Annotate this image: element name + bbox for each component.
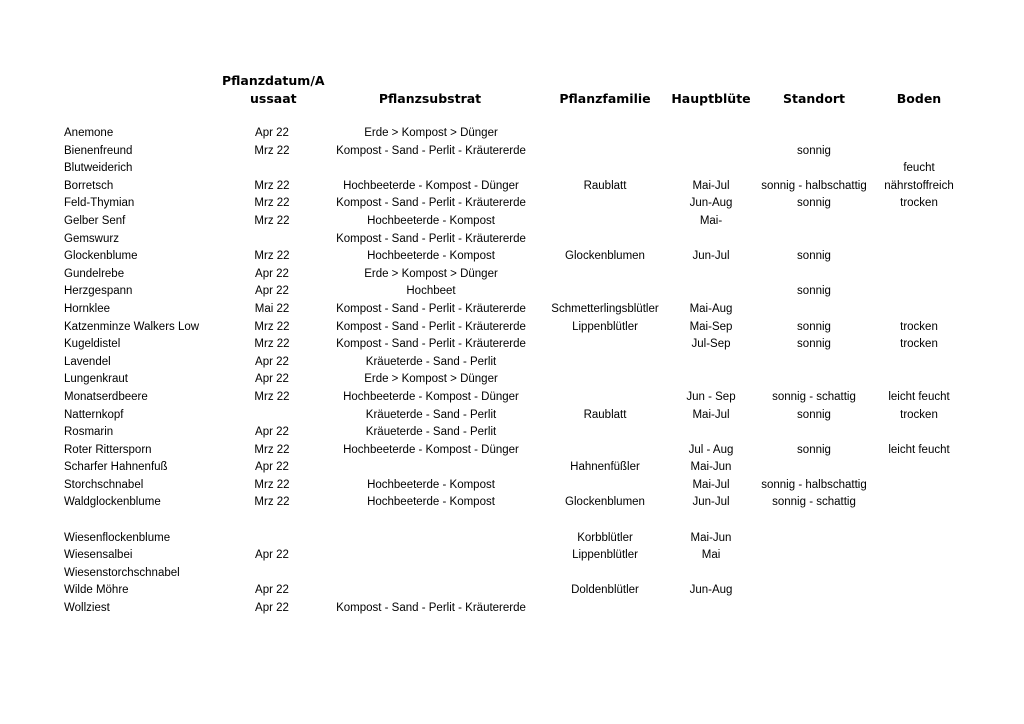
main-bloom-cell: Jun-Jul bbox=[692, 250, 730, 263]
substrate-cell: Kompost - Sand - Perlit - Kräutererde bbox=[336, 602, 526, 615]
header-planting-date-line2: ussaat bbox=[250, 91, 297, 106]
planting-date-cell: Mai 22 bbox=[254, 302, 290, 315]
planting-date-cell: Mrz 22 bbox=[254, 214, 290, 227]
header-bloom: Hauptblüte bbox=[671, 91, 751, 106]
location-cell: sonnig bbox=[797, 338, 831, 351]
substrate-cell: Erde > Kompost > Dünger bbox=[364, 127, 498, 139]
main-bloom-cell: Mai-Jul bbox=[692, 478, 730, 491]
soil-cell: nährstoffreich bbox=[884, 179, 954, 192]
soil-cell: feucht bbox=[903, 162, 935, 175]
soil-cell: leicht feucht bbox=[888, 443, 950, 456]
plant-name-cell: Kugeldistel bbox=[64, 338, 121, 351]
location-cell: sonnig bbox=[797, 443, 831, 456]
substrate-cell: Hochbeeterde - Kompost - Dünger bbox=[343, 390, 519, 403]
table-row bbox=[0, 565, 1024, 583]
location-cell: sonnig bbox=[797, 408, 831, 421]
plant-name-cell: Rosmarin bbox=[64, 426, 114, 439]
plant-name-cell: Wiesensalbei bbox=[64, 549, 133, 562]
substrate-cell: Erde > Kompost > Dünger bbox=[364, 373, 498, 386]
planting-date-cell: Apr 22 bbox=[255, 285, 289, 298]
plant-name-cell: Wiesenflockenblume bbox=[64, 531, 171, 544]
planting-date-cell: Mrz 22 bbox=[254, 443, 290, 456]
planting-date-cell: Mrz 22 bbox=[254, 197, 290, 210]
table-row bbox=[0, 178, 1024, 196]
table-row bbox=[0, 442, 1024, 460]
planting-date-cell: Apr 22 bbox=[255, 584, 289, 597]
main-bloom-cell: Mai-Jun bbox=[690, 531, 732, 544]
table-row bbox=[0, 125, 1024, 143]
soil-cell: trocken bbox=[900, 320, 938, 333]
plant-name-cell: Monatserdbeere bbox=[64, 390, 148, 403]
plant-family-cell: Glockenblumen bbox=[565, 250, 645, 263]
main-bloom-cell: Jul-Sep bbox=[691, 338, 731, 351]
header-planting-date-line1: Pflanzdatum/A bbox=[222, 73, 325, 88]
planting-date-cell: Apr 22 bbox=[255, 461, 289, 474]
planting-date-cell: Apr 22 bbox=[255, 127, 289, 139]
location-cell: sonnig bbox=[797, 320, 831, 333]
main-bloom-cell: Jun - Sep bbox=[686, 390, 736, 403]
plant-name-cell: Katzenminze Walkers Low bbox=[64, 320, 200, 333]
table-row bbox=[0, 160, 1024, 178]
table-row bbox=[0, 512, 1024, 530]
planting-date-cell: Apr 22 bbox=[255, 549, 289, 562]
plant-name-cell: Hornklee bbox=[64, 302, 111, 315]
main-bloom-cell: Jun-Jul bbox=[692, 496, 730, 509]
table-row bbox=[0, 530, 1024, 548]
plant-name-cell: Storchschnabel bbox=[64, 478, 144, 491]
substrate-cell: Kräueterde - Sand - Perlit bbox=[365, 408, 497, 421]
substrate-cell: Hochbeeterde - Kompost bbox=[367, 214, 495, 227]
table-row bbox=[0, 231, 1024, 249]
substrate-cell: Hochbeeterde - Kompost - Dünger bbox=[343, 443, 519, 456]
planting-date-cell: Mrz 22 bbox=[254, 250, 290, 263]
substrate-cell: Kompost - Sand - Perlit - Kräutererde bbox=[336, 338, 526, 351]
table-row bbox=[0, 407, 1024, 425]
planting-date-cell: Apr 22 bbox=[255, 267, 289, 280]
location-cell: sonnig - schattig bbox=[772, 496, 856, 509]
main-bloom-cell: Jul - Aug bbox=[688, 443, 734, 456]
plant-name-cell: Wollziest bbox=[64, 602, 110, 615]
plant-name-cell: Scharfer Hahnenfuß bbox=[64, 461, 168, 474]
substrate-cell: Hochbeeterde - Kompost - Dünger bbox=[343, 179, 519, 192]
table-row bbox=[0, 371, 1024, 389]
table-row bbox=[0, 600, 1024, 618]
substrate-cell: Kompost - Sand - Perlit - Kräutererde bbox=[336, 232, 526, 245]
main-bloom-cell: Mai-Jul bbox=[692, 179, 730, 192]
table-row bbox=[0, 336, 1024, 354]
plant-name-cell: Feld-Thymian bbox=[64, 197, 135, 210]
substrate-cell: Hochbeet bbox=[406, 285, 456, 298]
plant-family-cell: Raublatt bbox=[583, 408, 627, 421]
table-row bbox=[0, 143, 1024, 161]
header-location: Standort bbox=[783, 91, 845, 106]
plant-name-cell: Natternkopf bbox=[64, 408, 124, 421]
main-bloom-cell: Mai-Sep bbox=[689, 320, 733, 333]
location-cell: sonnig bbox=[797, 197, 831, 210]
soil-cell: leicht feucht bbox=[888, 390, 950, 403]
table-row bbox=[0, 547, 1024, 565]
plant-name-cell: Roter Rittersporn bbox=[64, 443, 152, 456]
table-row bbox=[0, 283, 1024, 301]
plant-name-cell: Bienenfreund bbox=[64, 144, 133, 157]
soil-cell: trocken bbox=[900, 408, 938, 421]
plant-name-cell: Herzgespann bbox=[64, 285, 133, 298]
main-bloom-cell: Mai- bbox=[699, 214, 723, 227]
plant-name-cell: Gemswurz bbox=[64, 232, 119, 245]
location-cell: sonnig - halbschattig bbox=[761, 478, 867, 491]
header-planting-date bbox=[222, 72, 325, 108]
plant-name-cell: Gelber Senf bbox=[64, 214, 126, 227]
plant-name-cell: Lavendel bbox=[64, 355, 111, 368]
table-row bbox=[0, 195, 1024, 213]
planting-date-cell: Mrz 22 bbox=[254, 144, 290, 157]
plant-name-cell: Borretsch bbox=[64, 179, 114, 192]
plant-family-cell: Raublatt bbox=[583, 179, 627, 192]
plant-family-cell: Doldenblütler bbox=[571, 584, 639, 597]
plant-name-cell: Waldglockenblume bbox=[64, 496, 161, 509]
table-row bbox=[0, 494, 1024, 512]
location-cell: sonnig - schattig bbox=[772, 390, 856, 403]
planting-date-cell: Apr 22 bbox=[255, 602, 289, 615]
substrate-cell: Hochbeeterde - Kompost bbox=[367, 478, 495, 491]
table-row bbox=[0, 266, 1024, 284]
substrate-cell: Kompost - Sand - Perlit - Kräutererde bbox=[336, 197, 526, 210]
main-bloom-cell: Mai bbox=[701, 549, 721, 562]
plant-family-cell: Lippenblütler bbox=[572, 320, 638, 333]
header-substrate: Pflanzsubstrat bbox=[378, 91, 482, 106]
main-bloom-cell: Jun-Aug bbox=[689, 584, 733, 597]
planting-date-cell: Mrz 22 bbox=[254, 179, 290, 192]
substrate-cell: Kompost - Sand - Perlit - Kräutererde bbox=[336, 144, 526, 157]
table-row bbox=[0, 354, 1024, 372]
planting-date-cell: Mrz 22 bbox=[254, 338, 290, 351]
header-family: Pflanzfamilie bbox=[559, 91, 651, 106]
planting-date-cell: Apr 22 bbox=[255, 355, 289, 368]
header-soil: Boden bbox=[896, 91, 942, 106]
table-header bbox=[0, 68, 1024, 112]
plant-name-cell: Wiesenstorchschnabel bbox=[64, 566, 180, 579]
substrate-cell: Kompost - Sand - Perlit - Kräutererde bbox=[336, 302, 526, 315]
table-row bbox=[0, 459, 1024, 477]
plant-family-cell: Korbblütler bbox=[577, 531, 633, 544]
table-row bbox=[0, 213, 1024, 231]
main-bloom-cell: Mai-Aug bbox=[689, 302, 733, 315]
table-row bbox=[0, 582, 1024, 600]
planting-date-cell: Mrz 22 bbox=[254, 478, 290, 491]
plant-name-cell: Glockenblume bbox=[64, 250, 138, 263]
substrate-cell: Hochbeeterde - Kompost bbox=[367, 250, 495, 263]
main-bloom-cell: Mai-Jul bbox=[692, 408, 730, 421]
substrate-cell: Kräueterde - Sand - Perlit bbox=[365, 355, 497, 368]
planting-date-cell: Mrz 22 bbox=[254, 320, 290, 333]
plant-name-cell: Anemone bbox=[64, 127, 114, 139]
location-cell: sonnig - halbschattig bbox=[761, 179, 867, 192]
plant-family-cell: Lippenblütler bbox=[572, 549, 638, 562]
table-row bbox=[0, 477, 1024, 495]
location-cell: sonnig bbox=[797, 285, 831, 298]
plant-family-cell: Glockenblumen bbox=[565, 496, 645, 509]
substrate-cell: Kräueterde - Sand - Perlit bbox=[365, 426, 497, 439]
planting-date-cell: Mrz 22 bbox=[254, 496, 290, 509]
table-row bbox=[0, 389, 1024, 407]
planting-date-cell: Mrz 22 bbox=[254, 390, 290, 403]
table-row bbox=[0, 248, 1024, 266]
plant-family-cell: Hahnenfüßler bbox=[570, 461, 640, 474]
plant-name-cell: Lungenkraut bbox=[64, 373, 128, 386]
soil-cell: trocken bbox=[900, 338, 938, 351]
main-bloom-cell: Jun-Aug bbox=[689, 197, 733, 210]
plant-name-cell: Wilde Möhre bbox=[64, 584, 129, 597]
plant-name-cell: Gundelrebe bbox=[64, 267, 125, 280]
planting-date-cell: Apr 22 bbox=[255, 373, 289, 386]
table-row bbox=[0, 319, 1024, 337]
soil-cell: trocken bbox=[900, 197, 938, 210]
substrate-cell: Kompost - Sand - Perlit - Kräutererde bbox=[336, 320, 526, 333]
location-cell: sonnig bbox=[797, 144, 831, 157]
plant-family-cell: Schmetterlingsblütler bbox=[551, 302, 659, 315]
plant-table bbox=[0, 125, 1024, 618]
table-row bbox=[0, 301, 1024, 319]
location-cell: sonnig bbox=[797, 250, 831, 263]
substrate-cell: Erde > Kompost > Dünger bbox=[364, 267, 498, 280]
table-row bbox=[0, 424, 1024, 442]
substrate-cell: Hochbeeterde - Kompost bbox=[367, 496, 495, 509]
planting-date-cell: Apr 22 bbox=[255, 426, 289, 439]
plant-name-cell: Blutweiderich bbox=[64, 162, 133, 175]
main-bloom-cell: Mai-Jun bbox=[690, 461, 732, 474]
